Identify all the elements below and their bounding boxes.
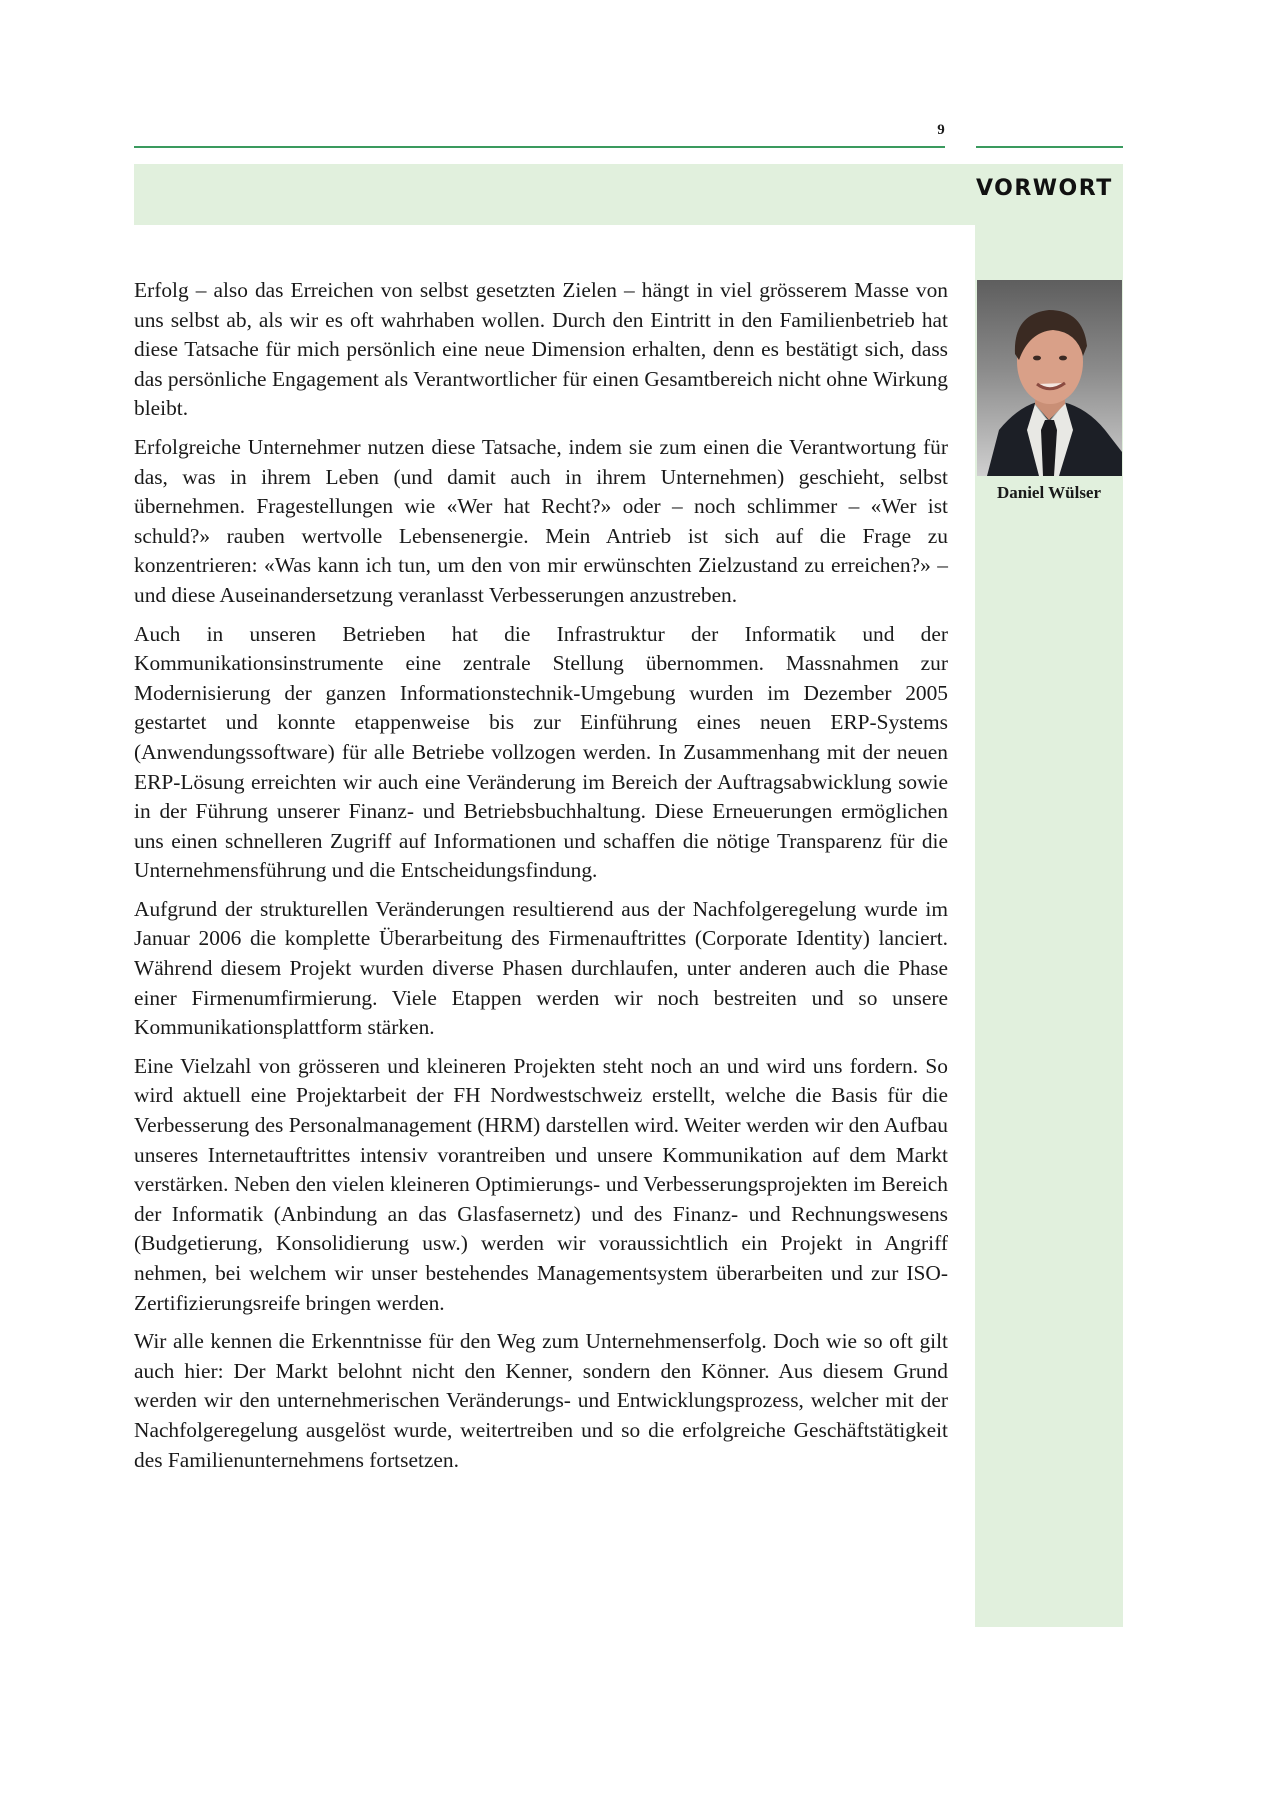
header-band xyxy=(134,164,1123,225)
header-rule-left xyxy=(134,146,945,148)
person-portrait-icon xyxy=(977,280,1122,476)
paragraph: Erfolgreiche Unternehmer nutzen diese Tatsache, indem sie zum einen die Verantwortung für das, was in ihrem Leben (und damit auch in ihrem Unternehmen) geschieht, selbst übernehmen. Fragestellungen wie «Wer hat Recht?» oder – noch schlimmer – «Wer ist schuld?» rauben wertvolle Lebensenergie. Mein Antrieb ist sich auf die Frage zu konzentrieren: «Was kann ich tun, um den von mir erwünschten Zielzustand zu erreichen?» – und diese Auseinandersetzung veranlasst Verbesserungen anzustreben. xyxy=(134,434,948,607)
page-number: 9 xyxy=(937,122,945,138)
paragraph: Auch in unseren Betrieben hat die Infrastruktur der Informatik und der Kommunikationsinstrumente eine zentrale Stellung übernommen. Massnahmen zur Modernisierung der ganzen Informationstechnik-Umgebung wurden im Dezember 2005 gestartet und konnte etappenweise bis zur Einführung eines neuen ERP-Systems (Anwendungssoftware) für alle Betriebe vollzogen werden. In Zusammenhang mit der neuen ERP-Lösung erreichten wir auch eine Veränderung im Bereich der Auftragsabwicklung sowie in der Führung unserer Finanz- und Betriebsbuchhaltung. Diese Erneuerungen ermöglichen uns einen schnelleren Zugriff auf Informationen und schaffen die nötige Transparenz für die Unternehmensführung und die Entscheidungsfindung. xyxy=(134,621,948,883)
portrait-photo xyxy=(977,280,1122,476)
section-title: VORWORT xyxy=(976,176,1113,201)
body-text xyxy=(134,276,948,1484)
paragraph: Aufgrund der strukturellen Veränderungen resultierend aus der Nachfolgeregelung wurde im Januar 2006 die komplette Überarbeitung des Firmenauftrittes (Corporate Identity) lanciert. Während diesem Projekt wurden diverse Phasen durchlaufen, unter anderen auch die Phase einer Firmenumfirmierung. Viele Etappen werden wir noch bestreiten und so unsere Kommunikationsplattform stärken. xyxy=(134,896,948,1040)
paragraph: Erfolg – also das Erreichen von selbst gesetzten Zielen – hängt in viel grösserem Masse von uns selbst ab, als wir es oft wahrhaben wollen. Durch den Eintritt in den Familienbetrieb hat diese Tatsache für mich persönlich eine neue Dimension erhalten, denn es bestätigt sich, dass das persönliche Engagement als Verantwortlicher für einen Gesamtbereich nicht ohne Wirkung bleibt. xyxy=(134,278,948,421)
header-rule-right xyxy=(976,146,1123,148)
paragraph: Wir alle kennen die Erkenntnisse für den Weg zum Unternehmenserfolg. Doch wie so oft gilt auch hier: Der Markt belohnt nicht den Kenner, sondern den Könner. Aus diesem Grund werden wir den unternehmerischen Veränderungs- und Entwicklungsprozess, welcher mit der Nachfolgeregelung ausgelöst wurde, weitertreiben und so die erfolgreiche Geschäftstätigkeit des Familienunternehmens fortsetzen. xyxy=(134,1329,948,1472)
paragraph: Eine Vielzahl von grösseren und kleineren Projekten steht noch an und wird uns fordern. So wird aktuell eine Projektarbeit der FH Nordwestschweiz erstellt, welche die Basis für die Verbesserung des Personalmanagement (HRM) darstellen wird. Weiter werden wir den Aufbau unseres Internetauftrittes intensiv vorantreiben und unsere Kommunikation auf dem Markt verstärken. Neben den vielen kleineren Optimierungs- und Verbesserungsprojekten im Bereich der Informatik (Anbindung an das Glasfasernetz) und des Finanz- und Rechnungswesens (Budgetierung, Konsolidierung usw.) werden wir voraussichtlich ein Projekt in Angriff nehmen, bei welchem wir unser bestehendes Managementsystem überarbeiten und zur ISO-Zertifizierungsreife bringen werden. xyxy=(134,1053,948,1315)
portrait-caption: Daniel Wülser xyxy=(996,483,1102,502)
